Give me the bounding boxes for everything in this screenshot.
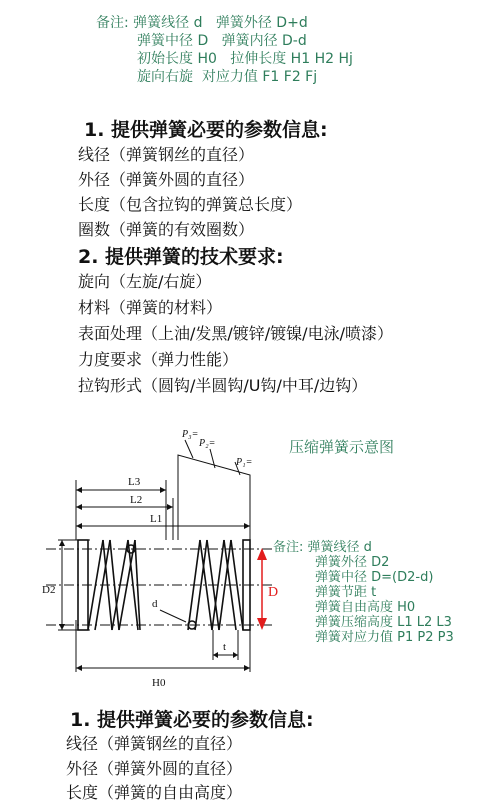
diagram-note: 弹簧压缩高度 L1 L2 L3 [315,615,452,630]
section2-item: 拉钩形式（圆钩/半圆钩/U钩/中耳/边钩） [78,376,368,395]
section2-item: 材料（弹簧的材料） [78,298,223,317]
diagram-note: 弹簧中径 D=(D2-d) [315,570,434,585]
note-direction: 旋向右旋 对应力值 F1 F2 Fj [137,69,318,85]
label-p2: P₂= [199,438,216,449]
diagram-note: 弹簧自由高度 H0 [315,600,416,615]
section1-item: 外径（弹簧外圆的直径） [78,170,255,189]
diagram-title: 压缩弹簧示意图 [289,438,395,456]
label-d2: D2 [42,584,56,596]
diagram-note: 弹簧对应力值 P1 P2 P3 [315,630,454,645]
label-p1: P₁= [236,457,253,468]
section1-heading: 1. 提供弹簧必要的参数信息: [84,119,328,141]
note-lengths: 初始长度 H0 拉伸长度 H1 H2 Hj [137,51,353,67]
section2-item: 表面处理（上油/发黑/镀锌/镀镍/电泳/喷漆） [78,324,393,343]
section3-heading: 1. 提供弹簧必要的参数信息: [70,709,314,731]
section3-item: 外径（弹簧外圆的直径） [66,759,243,778]
section2-item: 力度要求（弹力性能） [78,350,239,369]
label-pitch-t: t [223,641,227,653]
section1-item: 线径（弹簧钢丝的直径） [78,145,255,164]
label-l2: L2 [130,494,143,506]
section2-item: 旋向（左旋/右旋） [78,272,212,291]
label-l3: L3 [128,476,141,488]
note-wire-diameter: 备注: 弹簧线径 d 弹簧外径 D+d [96,15,308,31]
section3-item: 长度（弹簧的自由高度） [66,783,243,802]
label-mean-D: D [268,585,279,600]
note-mean-diameter: 弹簧中径 D 弹簧内径 D-d [137,33,307,49]
label-p3: P₃= [182,429,199,440]
section1-item: 长度（包含拉钩的弹簧总长度） [78,195,303,214]
diagram-note: 弹簧节距 t [315,585,377,600]
section2-heading: 2. 提供弹簧的技术要求: [78,246,284,268]
diagram-note: 备注: 弹簧线径 d [273,540,372,555]
section3-item: 线径（弹簧钢丝的直径） [66,734,243,753]
diagram-note: 弹簧外径 D2 [315,555,390,570]
label-l1: L1 [150,513,163,525]
label-wire-d: d [152,598,158,610]
section1-item: 圈数（弹簧的有效圈数） [78,220,255,239]
label-h0: H0 [152,677,166,689]
